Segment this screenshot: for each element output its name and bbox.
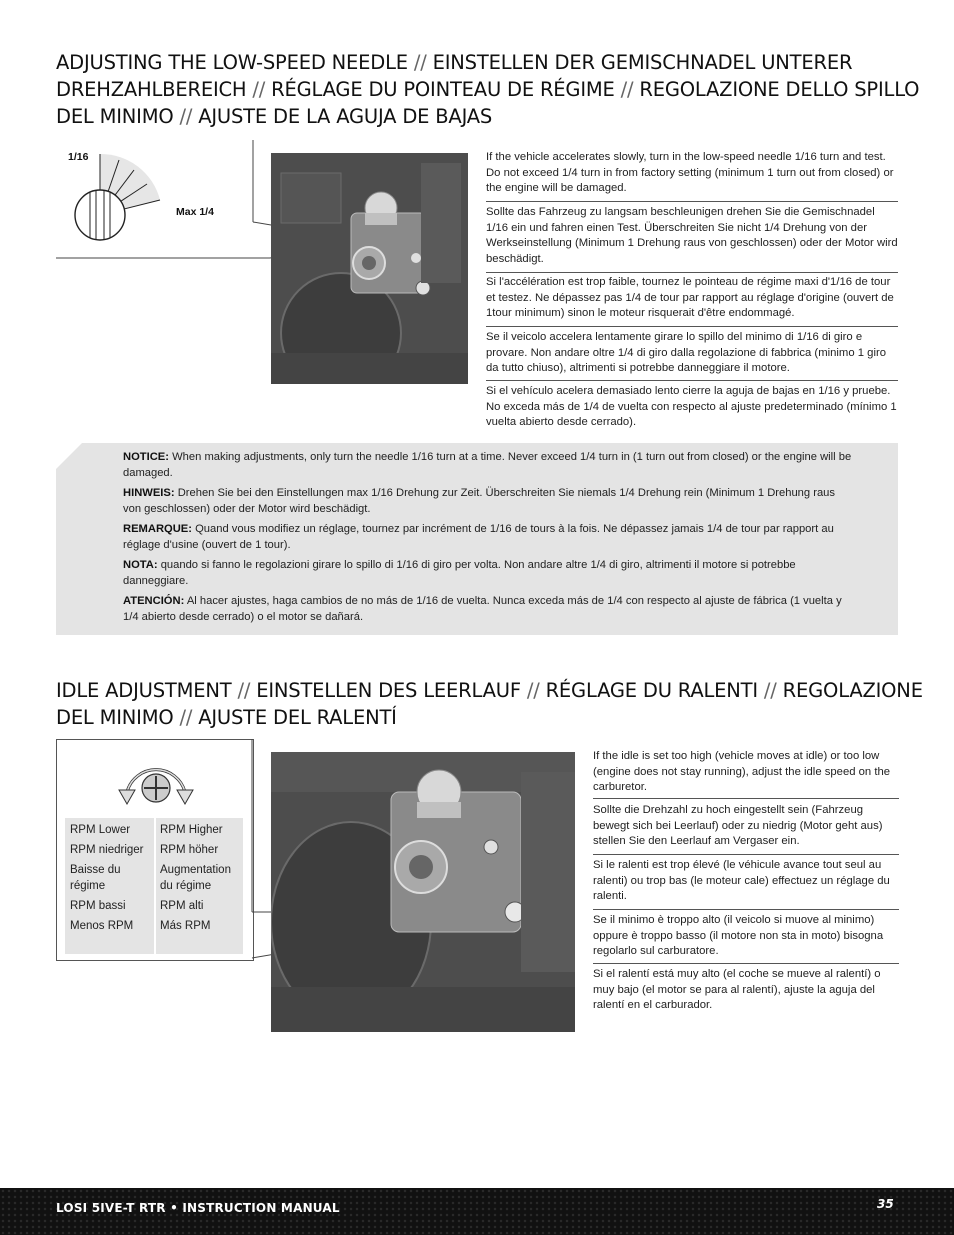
idle-text-fr: Si le ralenti est trop élevé (le véhicule avance tout seul au ralenti) ou trop bas (le moteur cale) effectuez un réglage du ralenti. <box>593 859 890 902</box>
notice-text: Quand vous modifiez un réglage, tournez par incrément de 1/16 de tours à la fois. Ne dépassez jamais 1/4 de tour par rapport au réglage d'usine (ouvert de 1 tour). <box>123 523 834 551</box>
rpm-higher-it: RPM alti <box>160 900 204 912</box>
rpm-lower-en: RPM Lower <box>70 824 131 836</box>
page-number: 35 <box>877 1197 894 1211</box>
dial-label-1-16: 1/16 <box>68 151 89 163</box>
notice-text: When making adjustments, only turn the needle 1/16 turn at a time. Never exceed 1/4 turn in (1 turn out from closed) or the engine will be damaged. <box>123 451 852 479</box>
heading-separator: // <box>179 706 199 729</box>
low-speed-text-it: Se il veicolo accelera lentamente girare lo spillo del minimo di 1/16 di giro e provare. Non andare oltre 1/4 di giro dalla regolazione di fabbrica (minimo 1 giro da tutto chiuso), altrimenti si potrebbe danneggiare il motore. <box>486 331 887 374</box>
idle-text-es: Si el ralentí está muy alto (el coche se mueve al ralentí) o muy bajo (el motor se para al ralentí), ajuste la aguja del ralentí en el carburador. <box>593 968 881 1011</box>
heading-part: AJUSTE DEL RALENTÍ <box>198 706 397 729</box>
heading-part: ADJUSTING THE LOW-SPEED NEEDLE <box>56 51 414 74</box>
notice-label: ATENCIÓN: <box>123 595 185 607</box>
notice-label: REMARQUE: <box>123 523 192 535</box>
heading-separator: // <box>763 679 783 702</box>
heading-separator: // <box>179 105 199 128</box>
heading-part: RÉGLAGE DU RALENTI <box>545 679 764 702</box>
rpm-lower-de: RPM niedriger <box>70 844 144 856</box>
rpm-lower-fr: Baisse du régime <box>70 864 121 892</box>
heading-separator: // <box>413 51 433 74</box>
dial-label-max-1-4: Max 1/4 <box>176 206 214 218</box>
divider <box>593 963 899 964</box>
low-speed-text-es: Si el vehículo acelera demasiado lento cierre la aguja de bajas en 1/16 y pruebe. No exceda más de 1/4 de vuelta con respecto al ajuste predeterminado (mínimo 1 vuelta abierto desde cerrado). <box>486 385 897 428</box>
heading-separator: // <box>237 679 257 702</box>
rpm-higher-fr: Augmentation du régime <box>160 864 231 892</box>
divider <box>593 854 899 855</box>
heading-separator: // <box>526 679 546 702</box>
footer-manual-title: LOSI 5IVE-T RTR • INSTRUCTION MANUAL <box>56 1201 340 1215</box>
carburetor-photo-idle <box>271 752 575 1032</box>
divider <box>593 909 899 910</box>
notice-label: NOTICE: <box>123 451 169 463</box>
low-speed-text-de: Sollte das Fahrzeug zu langsam beschleunigen drehen Sie die Gemischnadel 1/16 ein und fahren einen Test. Überschreiten Sie nicht 1/4 Drehung von der Werkseinstellung (Minimum 1 Drehung raus von geschlossen) oder der Motor wird beschädigt. <box>486 206 898 265</box>
notice-label: HINWEIS: <box>123 487 175 499</box>
notice-text: Drehen Sie bei den Einstellungen max 1/16 Drehung zur Zeit. Überschreiten Sie niemals 1/4 Drehung rein (Minimum 1 Drehung raus von geschlossen) oder der Motor wird beschädigt. <box>123 487 835 515</box>
idle-text-de: Sollte die Drehzahl zu hoch eingestellt sein (Fahrzeug bewegt sich bei Leerlauf) oder zu niedrig (Motor geht aus) stellen Sie den Leerlauf am Vergaser ein. <box>593 804 883 847</box>
heading-separator: // <box>252 78 272 101</box>
low-speed-text-fr: Si l'accélération est trop faible, tournez le pointeau de régime maxi d'1/16 de tour et testez. Ne dépassez pas 1/4 de tour par rapport au réglage d'origine (ouvert de 1tour minimum) sinon le moteur risquerait d'être endommagé. <box>486 276 894 319</box>
heading-part: REGOLAZIONE DEL MINIMO <box>56 679 923 729</box>
notice-label: NOTA: <box>123 559 158 571</box>
low-speed-text-en: If the vehicle accelerates slowly, turn in the low-speed needle 1/16 turn and test. Do not exceed 1/4 turn in from factory setting (minimum 1 turn out from closed) or the engine will be damaged. <box>486 151 894 194</box>
rpm-higher-es: Más RPM <box>160 920 211 932</box>
heading-part: IDLE ADJUSTMENT <box>56 679 238 702</box>
heading-part: EINSTELLEN DER GEMISCHNADEL UNTERER DREHZAHLBEREICH <box>56 51 853 101</box>
rpm-higher-de: RPM höher <box>160 844 219 856</box>
idle-text-it: Se il minimo è troppo alto (il veicolo si muove al minimo) oppure è troppo basso (il motore non sta in moto) bisogna regolarlo sul carburatore. <box>593 914 884 957</box>
divider <box>593 798 899 799</box>
idle-text-en: If the idle is set too high (vehicle moves at idle) or too low (engine does not stay running), adjust the idle speed on the carburetor. <box>593 750 891 793</box>
heading-part: AJUSTE DE LA AGUJA DE BAJAS <box>198 105 493 128</box>
heading-separator: // <box>620 78 640 101</box>
rpm-higher-en: RPM Higher <box>160 824 223 836</box>
rpm-lower-it: RPM bassi <box>70 900 126 912</box>
rpm-lower-es: Menos RPM <box>70 920 134 932</box>
heading-part: RÉGLAGE DU POINTEAU DE RÉGIME <box>271 78 621 101</box>
heading-part: REGOLAZIONE DELLO SPILLO DEL MINIMO <box>56 78 920 128</box>
notice-text: quando si fanno le regolazioni girare lo spillo di 1/16 di giro per volta. Non andare altre 1/4 di giro, altrimenti il motore si potrebbe danneggiare. <box>123 559 796 587</box>
heading-part: EINSTELLEN DES LEERLAUF <box>256 679 527 702</box>
notice-text: Al hacer ajustes, haga cambios de no más de 1/16 de vuelta. Nunca exceda más de 1/4 con respecto al ajuste de fábrica (1 vuelta y 1/4 abierto desde cerrado) o el motor se dañará. <box>123 595 842 623</box>
